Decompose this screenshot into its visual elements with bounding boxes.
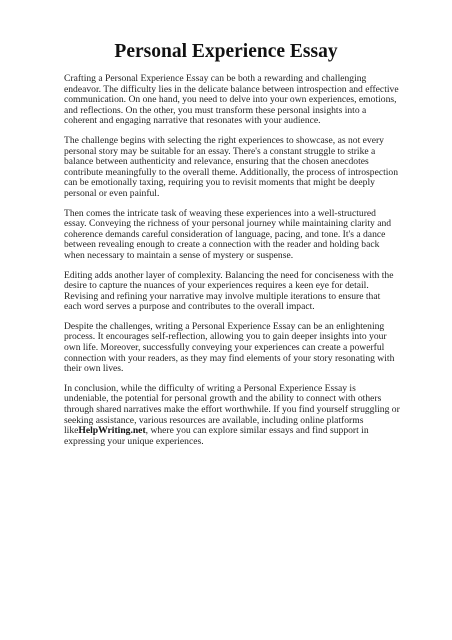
- document-body: [64, 74, 400, 456]
- helpwriting-link[interactable]: HelpWriting.net: [78, 425, 146, 437]
- paragraph-introduction: Crafting a Personal Experience Essay can be both a rewarding and challenging endeavor. The difficulty lies in the delicate balance between introspection and effective communication. On one hand, you need to delve into your own experiences, emotions, and reflections. On the other, you must transform these personal insights into a coherent and engaging narrative that resonates with your audience.: [64, 73, 399, 127]
- paragraph-structuring-essay: Then comes the intricate task of weaving these experiences into a well-structured essay. Conveying the richness of your personal journey while maintaining clarity and coherence demands careful consideration of language, pacing, and tone. It's a dance between revealing enough to create a connection with the reader and holding back when necessary to maintain a sense of mystery or suspense.: [64, 207, 392, 261]
- paragraph-editing: Editing adds another layer of complexity. Balancing the need for conciseness with the desire to capture the nuances of your experiences requires a keen eye for detail. Revising and refining your narrative may involve multiple iterations to ensure that each word serves a purpose and contributes to the overall impact.: [64, 269, 394, 313]
- conclusion-text-before-link: In conclusion, while the difficulty of writing a Personal Experience Essay is undeniable, the potential for personal growth and the ability to connect with others through shared narratives make the effort worthwhile. If you find yourself struggling or seeking assistance, various resources are available, including online platforms like: [64, 382, 400, 437]
- conclusion-text-after-link: , where you can explore similar essays and find support in expressing your unique experiences.: [64, 425, 369, 447]
- document-title: Personal Experience Essay: [114, 41, 338, 62]
- paragraph-selecting-experiences: The challenge begins with selecting the right experiences to showcase, as not every personal story may be suitable for an essay. There's a constant struggle to strike a balance between authenticity and relevance, ensuring that the chosen anecdotes contribute meaningfully to the overall theme. Additionally, the process of introspection can be emotionally taxing, requiring you to revisit moments that might be deeply personal or even painful.: [64, 134, 399, 199]
- paragraph-benefits: Despite the challenges, writing a Personal Experience Essay can be an enlightening process. It encourages self-reflection, allowing you to gain deeper insights into your own life. Moreover, successfully conveying your experiences can create a powerful connection with your readers, as they may find elements of your story resonating with their own lives.: [64, 320, 395, 375]
- paragraph-conclusion: [64, 384, 400, 448]
